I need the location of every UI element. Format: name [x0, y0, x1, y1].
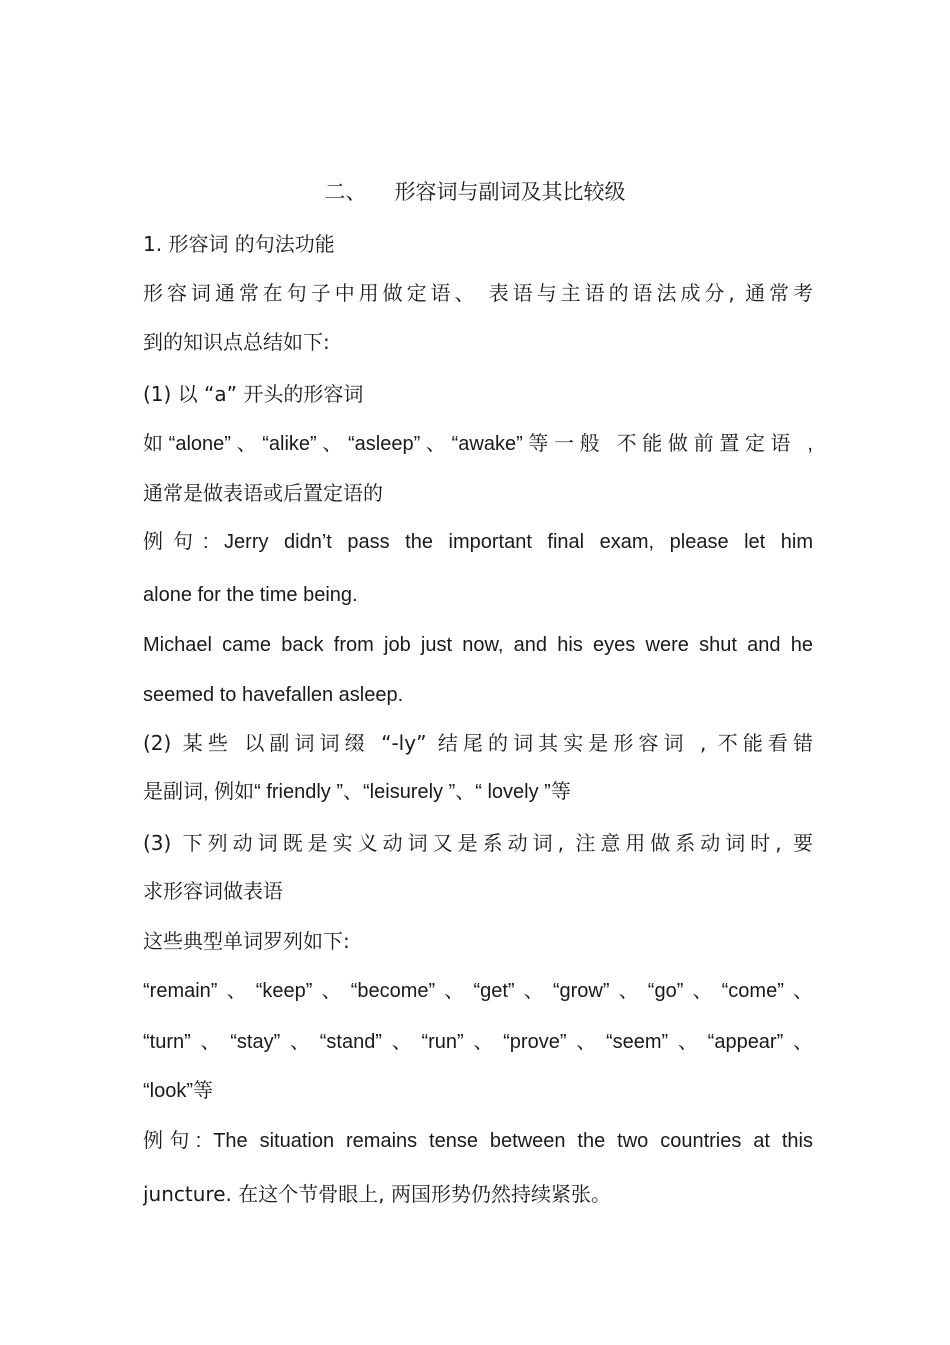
word-list-line: “turn”、“stay”、“stand”、“run”、“prove”、“seem”、“appear”、: [143, 1031, 813, 1053]
paragraph-line: 通常是做表语或后置定语的: [143, 481, 383, 505]
word-list-line: “remain”、“keep”、“become”、“get”、“grow”、“go”、“come”、: [143, 980, 813, 1002]
section-number: 二、: [324, 180, 367, 204]
example-line: 例句: The situation remains tense between the two countries at this: [143, 1130, 813, 1152]
example-line: 例句: Jerry didn’t pass the important final exam, please let him: [143, 531, 813, 553]
example-line: alone for the time being.: [143, 584, 358, 606]
paragraph-line: 这些典型单词罗列如下:: [143, 929, 350, 953]
paragraph-line: 是副词, 例如“ friendly ”、“leisurely ”、“ lovely ”等: [143, 781, 571, 803]
list-heading-1: (1) 以 “a” 开头的形容词: [143, 382, 364, 406]
paragraph-line: 求形容词做表语: [143, 879, 283, 903]
example-line: Michael came back from job just now, and his eyes were shut and he: [143, 634, 813, 656]
list-heading-2: (2) 某些 以副词词缀 “-ly” 结尾的词其实是形容词 , 不能看错: [143, 731, 813, 755]
example-line: juncture. 在这个节骨眼上, 两国形势仍然持续紧张。: [143, 1182, 611, 1206]
section-title-text: 形容词与副词及其比较级: [394, 180, 626, 204]
word-list-line: “look”等: [143, 1080, 214, 1102]
section-title: [0, 178, 950, 206]
paragraph-line: 到的知识点总结如下:: [143, 330, 330, 354]
list-heading-3: (3) 下列动词既是实义动词又是系动词, 注意用做系动词时, 要: [143, 831, 813, 855]
example-line: seemed to havefallen asleep.: [143, 684, 404, 706]
paragraph-line: 形容词通常在句子中用做定语、 表语与主语的语法成分, 通常考: [143, 281, 813, 305]
paragraph-line: 如“alone”、“alike”、“asleep”、“awake”等一般 不能做前置定语 ,: [143, 433, 813, 455]
heading-1: 1. 形容词 的句法功能: [143, 232, 335, 256]
